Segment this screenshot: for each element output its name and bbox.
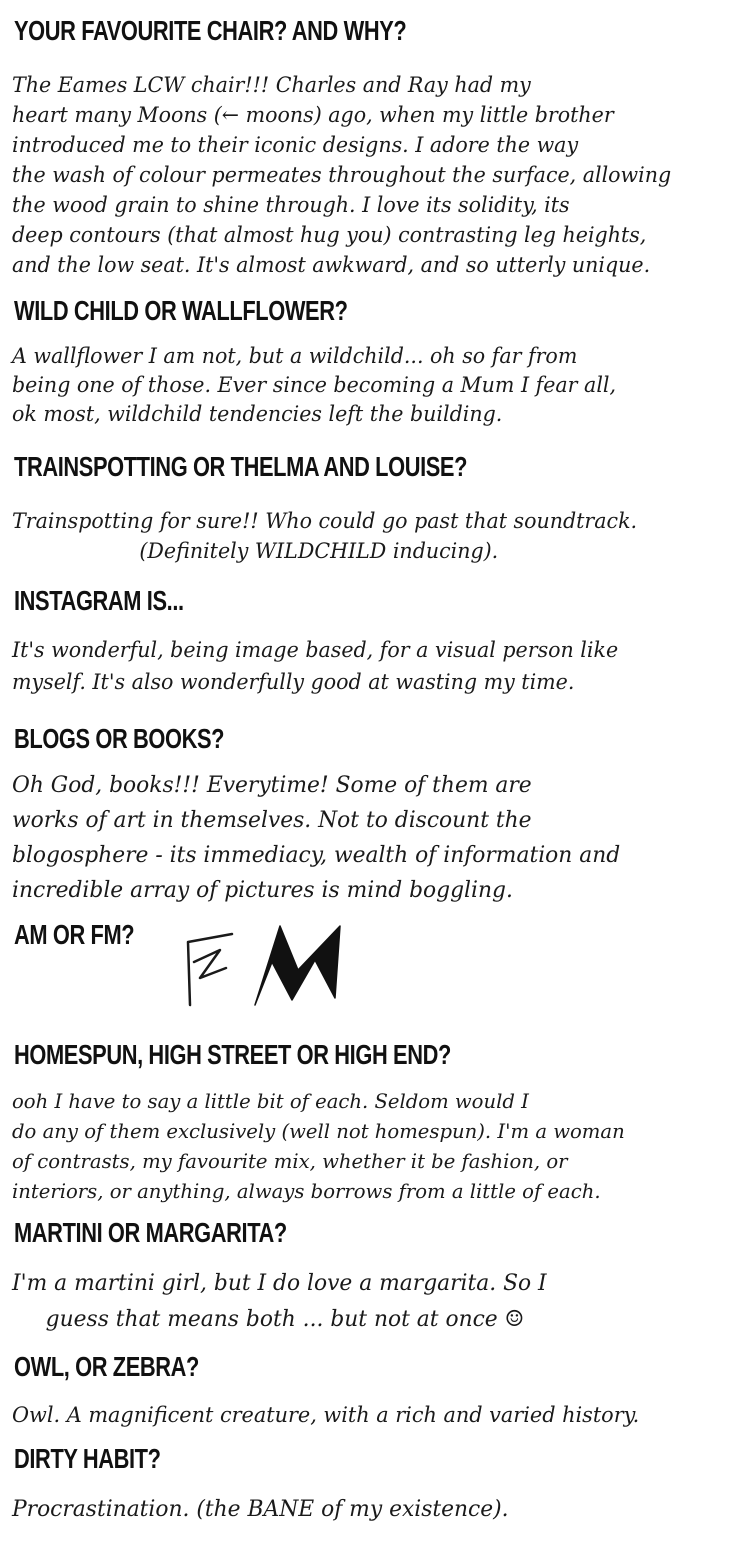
answer-line: Owl. A magnificent creature, with a rich and varied history. xyxy=(12,1403,640,1427)
answer-block xyxy=(12,506,637,566)
answer-block xyxy=(12,70,671,280)
answer-block xyxy=(12,768,620,908)
answer-line: heart many Moons (← moons) ago, when my little brother xyxy=(12,103,614,127)
answer-line: blogosphere - its immediacy, wealth of information and xyxy=(12,843,621,868)
answer-block xyxy=(12,1400,639,1430)
answer-line: It's wonderful, being image based, for a visual person like xyxy=(12,638,619,662)
answer-line: of contrasts, my favourite mix, whether it be fashion, or xyxy=(12,1149,568,1173)
question-heading: WILD CHILD OR WALLFLOWER? xyxy=(14,295,348,326)
answer-line: Oh God, books!!! Everytime! Some of them are xyxy=(12,773,532,798)
answer-line: interiors, or anything, always borrows from a little of each. xyxy=(12,1179,601,1203)
question-heading: DIRTY HABIT? xyxy=(14,1443,161,1474)
answer-line: incredible array of pictures is mind boggling. xyxy=(12,878,513,903)
answer-line: ok most, wildchild tendencies left the building. xyxy=(12,402,503,426)
answer-line: Procrastination. (the BANE of my existence). xyxy=(12,1497,509,1522)
question-heading: BLOGS OR BOOKS? xyxy=(14,723,225,754)
question-heading: MARTINI OR MARGARITA? xyxy=(14,1217,287,1248)
answer-line: introduced me to their iconic designs. I adore the way xyxy=(12,133,579,157)
answer-line: guess that means both ... but not at once ☺ xyxy=(45,1307,525,1332)
answer-line: Trainspotting for sure!! Who could go past that soundtrack. xyxy=(12,509,638,533)
answer-block xyxy=(12,1086,625,1206)
answer-line: ooh I have to say a little bit of each. Seldom would I xyxy=(12,1089,529,1113)
answer-line: deep contours (that almost hug you) contrasting leg heights, xyxy=(12,223,647,247)
question-heading: AM OR FM? xyxy=(14,919,135,950)
answer-line: I'm a martini girl, but I do love a margarita. So I xyxy=(12,1271,547,1296)
answer-line: myself. It's also wonderfully good at wasting my time. xyxy=(12,670,575,694)
answer-line: the wood grain to shine through. I love its solidity, its xyxy=(12,193,570,217)
question-heading: HOMESPUN, HIGH STREET OR HIGH END? xyxy=(14,1039,451,1070)
fm-drawing xyxy=(180,920,350,1010)
question-heading: YOUR FAVOURITE CHAIR? AND WHY? xyxy=(14,15,407,46)
answer-line: the wash of colour permeates throughout the surface, allowing xyxy=(12,163,672,187)
answer-block xyxy=(12,342,616,429)
answer-line: works of art in themselves. Not to discount the xyxy=(12,808,532,833)
answer-block xyxy=(12,634,618,698)
answer-line: and the low seat. It's almost awkward, and so utterly unique. xyxy=(12,253,651,277)
question-heading: OWL, OR ZEBRA? xyxy=(14,1351,200,1382)
question-heading: TRAINSPOTTING OR THELMA AND LOUISE? xyxy=(14,451,468,482)
answer-line: (Definitely WILDCHILD inducing). xyxy=(139,539,499,563)
answer-line: do any of them exclusively (well not homespun). I'm a woman xyxy=(12,1119,625,1143)
answer-line: A wallflower I am not, but a wildchild... oh so far from xyxy=(12,344,578,368)
answer-block xyxy=(12,1494,509,1526)
question-heading: INSTAGRAM IS... xyxy=(14,585,184,616)
answer-line: being one of those. Ever since becoming a Mum I fear all, xyxy=(12,373,617,397)
answer-line: The Eames LCW chair!!! Charles and Ray had my xyxy=(12,73,531,97)
answer-block xyxy=(12,1266,547,1338)
